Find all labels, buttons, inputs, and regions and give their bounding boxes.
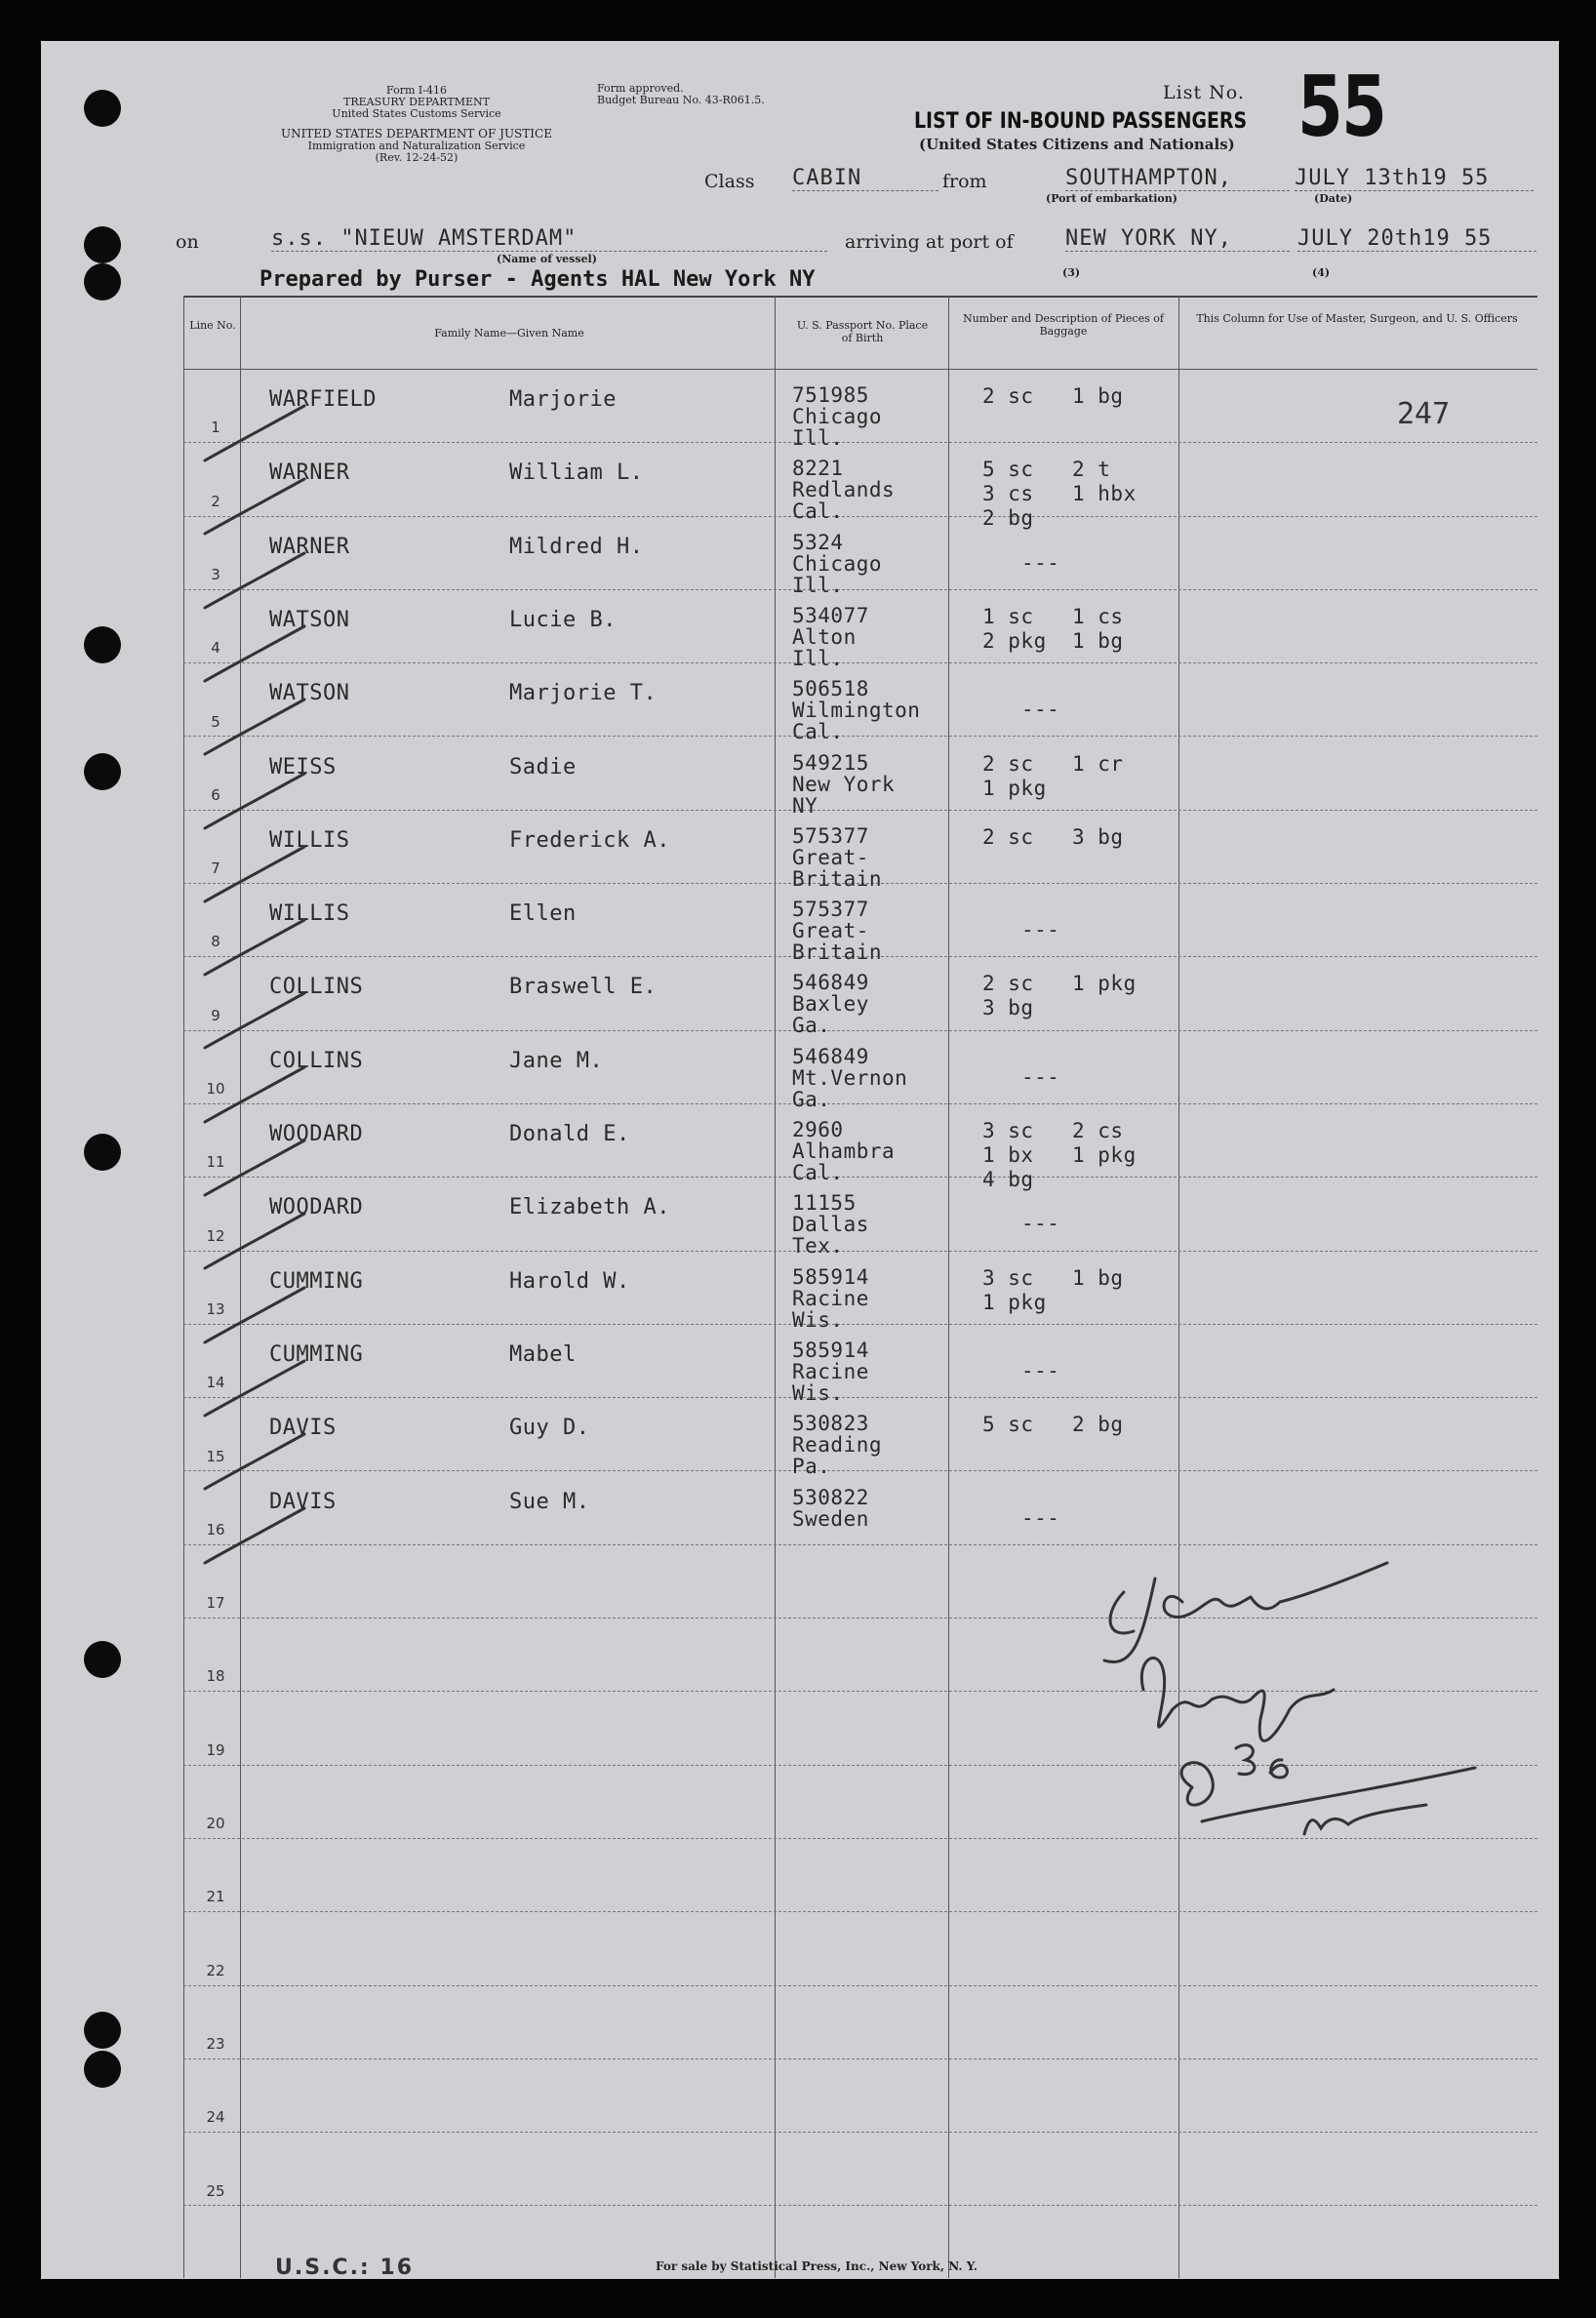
given-name: Elizabeth A.: [509, 1195, 670, 1220]
given-name: Mildred H.: [509, 534, 644, 559]
on-label: on: [176, 231, 199, 253]
embarkation-date: JULY 13th19 55: [1295, 166, 1534, 191]
form-approved: Form approved.: [597, 82, 684, 95]
col-header-baggage: Number and Description of Pieces of Baggage: [963, 312, 1164, 338]
passport-birthplace: 575377 Great- Britain: [792, 823, 883, 891]
given-name: Frederick A.: [509, 827, 670, 853]
passport-birthplace: 575377 Great- Britain: [792, 898, 883, 965]
passport-birthplace: 5324 Chicago Ill.: [792, 530, 883, 597]
line-number: 17: [206, 1594, 225, 1613]
budget-bureau: Budget Bureau No. 43-R061.5.: [597, 94, 765, 106]
given-name: Marjorie T.: [509, 681, 658, 706]
baggage-description: 3 sc 2 cs 1 bx 1 pkg 4 bg: [982, 1119, 1137, 1191]
manifest-sheet: [41, 41, 1559, 2279]
line-number: 4: [211, 639, 220, 658]
prepared-by-stamp: Prepared by Purser - Agents HAL New York NY: [259, 267, 816, 292]
family-name: CUMMING: [269, 1268, 364, 1294]
passport-birthplace: 530823 Reading Pa.: [792, 1412, 883, 1479]
class-value: CABIN: [792, 166, 938, 191]
from-label: from: [942, 171, 987, 192]
passport-birthplace: 751985 Chicago Ill.: [792, 383, 883, 450]
binder-hole: [84, 2051, 121, 2088]
family-name: COLLINS: [269, 975, 364, 1000]
line-number: 6: [211, 785, 220, 804]
binder-hole: [84, 263, 121, 300]
binder-hole: [84, 226, 121, 263]
passport-birthplace: 8221 Redlands Cal.: [792, 457, 896, 524]
table-row: [183, 1911, 1537, 1985]
dept-treasury: TREASURY DEPARTMENT: [343, 96, 490, 108]
line-number: 23: [206, 2034, 225, 2053]
family-name: WARNER: [269, 534, 350, 559]
col-header-passport: U. S. Passport No. Place of Birth: [796, 319, 929, 344]
line-number: 13: [206, 1299, 225, 1318]
col-header-name: Family Name—Given Name: [434, 327, 584, 340]
given-name: Marjorie: [509, 387, 617, 412]
family-name: WOODARD: [269, 1122, 364, 1146]
date-caption: (Date): [1314, 192, 1353, 205]
family-name: WARFIELD: [269, 387, 377, 412]
baggage-description: 2 sc 3 bg: [982, 824, 1124, 849]
given-name: Ellen: [509, 901, 577, 927]
line-number: 1: [211, 419, 220, 437]
arriving-label: arriving at port of: [845, 231, 1014, 253]
binder-hole: [84, 626, 121, 663]
baggage-description: ---: [1021, 1064, 1060, 1089]
embarkation-caption: (Port of embarkation): [1046, 192, 1177, 205]
baggage-description: 3 sc 1 bg 1 pkg: [982, 1265, 1124, 1314]
family-name: WATSON: [269, 607, 350, 632]
given-name: Guy D.: [509, 1416, 590, 1441]
dept-justice: UNITED STATES DEPARTMENT OF JUSTICE: [281, 127, 552, 140]
line-number: 20: [206, 1815, 225, 1832]
given-name: Jane M.: [509, 1048, 604, 1073]
binder-hole: [84, 753, 121, 790]
line-number: 21: [206, 1888, 225, 1906]
baggage-description: ---: [1021, 1212, 1060, 1236]
line-number: 3: [211, 565, 220, 583]
arrival-port: NEW YORK NY,: [1065, 226, 1290, 252]
caption-4: (4): [1312, 266, 1331, 279]
footer-code: U.S.C.: 16: [275, 2256, 414, 2279]
family-name: WATSON: [269, 681, 350, 706]
binder-hole: [84, 1641, 121, 1678]
list-subtitle: (United States Citizens and Nationals): [919, 136, 1235, 153]
baggage-description: ---: [1021, 918, 1060, 942]
baggage-description: ---: [1021, 1505, 1060, 1530]
line-number: 14: [206, 1374, 225, 1392]
family-name: CUMMING: [269, 1341, 364, 1367]
dept-customs: United States Customs Service: [332, 107, 501, 120]
dept-ins: Immigration and Naturalization Service: [307, 140, 526, 152]
given-name: Donald E.: [509, 1122, 630, 1146]
caption-3: (3): [1062, 266, 1081, 279]
binder-hole: [84, 1134, 121, 1171]
baggage-description: ---: [1021, 550, 1060, 575]
passport-birthplace: 11155 Dallas Tex.: [792, 1191, 869, 1259]
passport-birthplace: 2960 Alhambra Cal.: [792, 1118, 896, 1184]
passport-birthplace: 546849 Mt.Vernon Ga.: [792, 1044, 908, 1111]
line-number: 16: [206, 1520, 225, 1539]
arrival-date: JULY 20th19 55: [1297, 226, 1536, 252]
given-name: Sadie: [509, 754, 577, 779]
baggage-description: 5 sc 2 t 3 cs 1 hbx 2 bg: [982, 458, 1137, 531]
family-name: WARNER: [269, 460, 350, 486]
line-number: 25: [206, 2181, 225, 2200]
line-number: 12: [206, 1226, 225, 1245]
binder-hole: [84, 90, 121, 127]
line-number: 9: [211, 1006, 220, 1024]
baggage-description: ---: [1021, 1358, 1060, 1382]
baggage-description: 2 sc 1 pkg 3 bg: [982, 972, 1137, 1020]
line-number: 5: [211, 712, 220, 731]
family-name: WILLIS: [269, 901, 350, 927]
passport-birthplace: 585914 Racine Wis.: [792, 1338, 869, 1405]
vessel-caption: (Name of vessel): [497, 253, 597, 265]
list-no-label: List No.: [1163, 82, 1245, 103]
port-of-embarkation: SOUTHAMPTON,: [1065, 166, 1290, 191]
given-name: Harold W.: [509, 1268, 630, 1294]
given-name: Mabel: [509, 1341, 577, 1367]
passport-birthplace: 530822 Sweden: [792, 1485, 869, 1531]
form-number: Form I-416: [386, 84, 447, 97]
family-name: COLLINS: [269, 1048, 364, 1073]
given-name: William L.: [509, 460, 644, 486]
passport-birthplace: 534077 Alton Ill.: [792, 603, 869, 670]
table-row: [183, 2132, 1537, 2206]
baggage-description: 2 sc 1 bg: [982, 384, 1124, 408]
line-number: 24: [206, 2108, 225, 2127]
family-name: WILLIS: [269, 827, 350, 853]
officer-note: 247: [1397, 397, 1451, 431]
family-name: DAVIS: [269, 1489, 337, 1514]
line-number: 8: [211, 933, 220, 951]
family-name: DAVIS: [269, 1416, 337, 1441]
table-row: [183, 1985, 1537, 2059]
list-number: 55: [1297, 59, 1386, 156]
baggage-description: 5 sc 2 bg: [982, 1413, 1124, 1437]
line-number: 11: [206, 1153, 225, 1172]
line-number: 18: [206, 1667, 225, 1686]
line-number: 22: [206, 1961, 225, 1979]
baggage-description: 2 sc 1 cr 1 pkg: [982, 751, 1124, 800]
passport-birthplace: 506518 Wilmington Cal.: [792, 677, 921, 744]
passport-birthplace: 546849 Baxley Ga.: [792, 971, 869, 1038]
line-number: 19: [206, 1740, 225, 1759]
given-name: Lucie B.: [509, 607, 617, 632]
given-name: Sue M.: [509, 1489, 590, 1514]
line-number: 7: [211, 859, 220, 878]
baggage-description: ---: [1021, 698, 1060, 722]
table-top-rule: [183, 296, 1537, 298]
form-revision: (Rev. 12-24-52): [375, 151, 459, 164]
class-label: Class: [704, 171, 755, 192]
line-number: 15: [206, 1447, 225, 1465]
line-number: 10: [206, 1080, 225, 1098]
passport-birthplace: 549215 New York NY: [792, 750, 896, 818]
given-name: Braswell E.: [509, 975, 658, 1000]
table-row: [183, 2058, 1537, 2133]
family-name: WEISS: [269, 754, 337, 779]
binder-hole: [84, 2012, 121, 2049]
vessel-name: s.s. "NIEUW AMSTERDAM": [271, 226, 827, 252]
inspector-signature: [1065, 1543, 1553, 1875]
passport-birthplace: 585914 Racine Wis.: [792, 1264, 869, 1332]
family-name: WOODARD: [269, 1195, 364, 1220]
line-number: 2: [211, 492, 220, 510]
list-title: LIST OF IN-BOUND PASSENGERS: [914, 109, 1248, 134]
footer-sale: For sale by Statistical Press, Inc., New York, N. Y.: [656, 2259, 978, 2273]
col-header-officers: This Column for Use of Master, Surgeon, and U. S. Officers: [1196, 312, 1518, 325]
baggage-description: 1 sc 1 cs 2 pkg 1 bg: [982, 604, 1124, 653]
col-header-line-no: Line No.: [189, 319, 236, 332]
